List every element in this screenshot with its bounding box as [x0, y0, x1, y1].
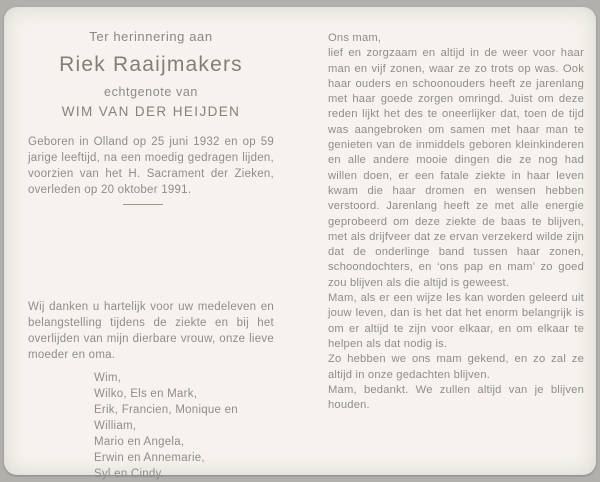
memorial-paragraph-3: Zo hebben we ons mam gekend, en zo zal ze altijd in onze gedachten blijven.: [328, 353, 584, 381]
acknowledgement-paragraph: Wij danken u hartelijk voor uw medeleven en belangstelling tijdens de ziekte en bij het overlijden van mijn dierbare vrouw, onze lieve moeder en oma.: [28, 301, 274, 361]
memorial-card: [4, 7, 596, 480]
family-name-item: Erwin en Annemarie,: [94, 452, 205, 464]
family-names-list: [94, 370, 274, 482]
family-name-item: Wilko, Els en Mark,: [94, 388, 198, 400]
family-name-item: Syl en Cindy.: [94, 468, 165, 480]
right-page: [300, 7, 596, 475]
left-page: [4, 7, 300, 480]
salutation-line: Ons mam,: [328, 32, 382, 44]
family-name-item: Mario en Angela,: [94, 436, 185, 448]
life-dates-paragraph: Geboren in Olland op 25 juni 1932 en op 59 jarige leeftijd, na een moedig gedragen lijden, voorzien van het H. Sacrament der Zieken, overleden op 20 oktober 1991.: [28, 136, 274, 196]
dedication-line: Ter herinnering aan: [89, 29, 213, 44]
family-name-item: Erik, Francien, Monique en William,: [94, 404, 238, 432]
spouse-name: WIM VAN DER HEIJDEN: [61, 104, 241, 119]
section-divider: [123, 204, 163, 205]
family-name-item: Wim,: [94, 372, 122, 384]
deceased-name: Riek Raaijmakers: [59, 53, 243, 76]
relation-line: echtgenote van: [104, 85, 198, 99]
memorial-paragraph-2: Mam, als er een wijze les kan worden geleerd uit jouw leven, dan is het dat het enorm belangrijk is om er altijd te zijn voor elkaar, en om elkaar te helpen als dat nodig is.: [328, 292, 584, 350]
memorial-paragraph-4: Mam, bedankt. We zullen altijd van je blijven houden.: [328, 383, 584, 412]
memorial-paragraph-1: lief en zorgzaam en altijd in de weer voor haar man en vijf zonen, waar ze zo trots op was. Ook haar ouders en schoonouders heeft ze jarenlang met haar goede zorgen omringd. Juist om deze reden lijkt het des te oneerlijker dat, toen de tijd was aangebroken om samen met haar man te genieten van de inmiddels geboren kleinkinderen en alle andere mooie dingen die ze nog had willen doen, er een fatale ziekte in haar leven kwam die haar dromen en wensen hebben verstoord. Jarenlang heeft ze met alle energie geprobeerd om deze ziekte de baas te blijven, met als drijfveer dat ze ervan verzekerd wilde zijn dat de onderlinge band tussen haar zonen, schoondochters, en ‘ons pap en mam’ zo goed zou blijven als die altijd is geweest.: [328, 47, 584, 289]
